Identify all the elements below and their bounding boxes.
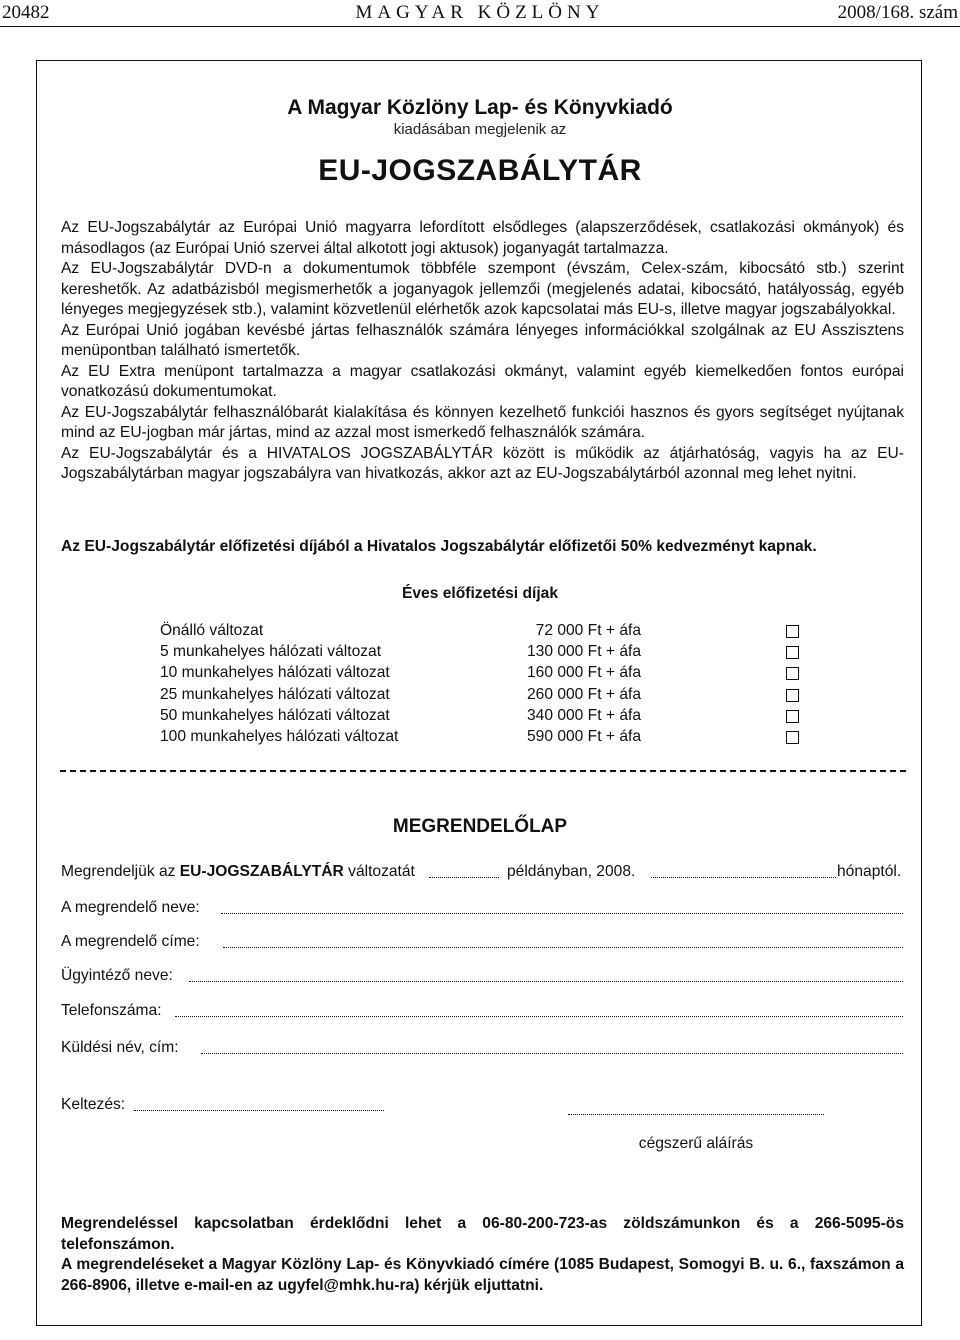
intro-paragraph: Az EU-Jogszabálytár és a HIVATALOS JOGSZABÁLYTÁR között is működik az átjárhatóság, vagyis ha az EU-Jogszabálytárban magyar jogszabályra van hivatkozás, akkor azt az EU-Jogszabálytárból azonnal meg lehet nyitni. xyxy=(61,444,904,482)
agent-name-blank[interactable] xyxy=(189,981,903,982)
intro-paragraph: Az EU-Jogszabálytár felhasználóbarát kialakítása és könnyen kezelhető funkciói hasznos és gyors segítséget nyújtanak mind az EU-jogban már jártas, mind az azzal most ismerkedő felhasználók számára. xyxy=(61,403,904,441)
order-form-title: MEGRENDELŐLAP xyxy=(392,816,568,837)
variant-checkbox[interactable] xyxy=(786,646,799,659)
variant-price: 160 000 Ft + áfa xyxy=(526,664,641,682)
variant-checkbox[interactable] xyxy=(786,710,799,723)
signature-line[interactable] xyxy=(568,1114,824,1115)
price-row xyxy=(160,686,810,707)
variant-name: 25 munkahelyes hálózati változat xyxy=(160,685,390,703)
price-row xyxy=(160,664,810,685)
variant-name: 10 munkahelyes hálózati változat xyxy=(160,664,390,682)
variant-name: 5 munkahelyes hálózati változat xyxy=(160,643,382,661)
order-copies-text: példányban, 2008. xyxy=(507,863,636,880)
variant-price: 340 000 Ft + áfa xyxy=(526,706,641,724)
discount-notice: Az EU-Jogszabálytár előfizetési díjából a Hivatalos Jogszabálytár előfizetői 50% kedvezményt kapnak. xyxy=(61,538,817,555)
orderer-address-field[interactable] xyxy=(61,932,903,952)
variant-price: 260 000 Ft + áfa xyxy=(526,685,641,703)
order-prefix: Megrendeljük az xyxy=(61,863,180,880)
variant-checkbox[interactable] xyxy=(786,667,799,680)
header-rule xyxy=(0,26,960,27)
agent-name-field[interactable] xyxy=(61,966,903,986)
intro-text xyxy=(61,218,904,485)
order-product: EU-JOGSZABÁLYTÁR xyxy=(179,863,344,880)
variant-price: 72 000 Ft + áfa xyxy=(535,622,641,639)
issue-number: 2008/168. szám xyxy=(837,2,958,23)
phone-label: Telefonszáma: xyxy=(61,1002,162,1019)
footer-contact xyxy=(61,1214,904,1296)
agent-name-label: Ügyintéző neve: xyxy=(61,967,173,984)
intro-paragraph: Az EU-Jogszabálytár az Európai Unió magyarra lefordított elsődleges (alapszerződések, csatlakozási okmányok) és másodlagos (az Európai Unió szervei által alkotott jogi aktusok) joganyagát tartalmazza. xyxy=(61,219,904,257)
price-row xyxy=(160,707,810,728)
order-middle: változatát xyxy=(343,863,415,880)
shipping-label: Küldési név, cím: xyxy=(61,1039,179,1056)
price-list-title: Éves előfizetési díjak xyxy=(401,585,558,602)
page-number: 20482 xyxy=(2,2,50,23)
signature-label: cégszerű aláírás xyxy=(638,1135,754,1152)
phone-field[interactable] xyxy=(61,1001,903,1021)
price-list xyxy=(160,622,810,749)
date-label: Keltezés: xyxy=(61,1096,126,1113)
order-line[interactable] xyxy=(61,862,903,882)
product-title: EU-JOGSZABÁLYTÁR xyxy=(318,154,642,187)
price-row xyxy=(160,643,810,664)
orderer-address-blank[interactable] xyxy=(223,947,903,948)
cut-line xyxy=(60,770,906,772)
page-header xyxy=(0,0,960,30)
variant-price: 130 000 Ft + áfa xyxy=(526,643,641,661)
price-row xyxy=(160,728,810,749)
phone-blank[interactable] xyxy=(175,1016,903,1017)
publisher-subtitle: kiadásában megjelenik az xyxy=(393,121,567,138)
intro-paragraph: Az EU-Jogszabálytár DVD-n a dokumentumok többféle szempont (évszám, Celex-szám, kibocsátó stb.) szerint kereshetők. Az adatbázisból megismerhetők a joganyagok jellemzői (megjelenés adatai, kibocsátó, hatályosság, egyéb lényeges megjegyzések stb.), valamint közvetlenül elérhetők azok kapcsolatai más EU-s, illetve magyar jogszabályokkal. xyxy=(61,260,904,318)
order-suffix: hónaptól. xyxy=(837,863,902,880)
date-field[interactable] xyxy=(61,1096,384,1114)
variant-checkbox[interactable] xyxy=(786,731,799,744)
month-blank[interactable] xyxy=(651,877,836,878)
variant-checkbox[interactable] xyxy=(786,689,799,702)
shipping-field[interactable] xyxy=(61,1038,903,1058)
date-blank[interactable] xyxy=(134,1110,384,1111)
intro-paragraph: Az EU Extra menüpont tartalmazza a magyar csatlakozási okmányt, valamint egyéb kiemelkedően fontos európai vonatkozású dokumentumokat. xyxy=(61,362,904,400)
orderer-name-field[interactable] xyxy=(61,898,903,918)
variant-name: 50 munkahelyes hálózati változat xyxy=(160,706,390,724)
variant-checkbox[interactable] xyxy=(786,625,799,638)
orderer-name-label: A megrendelő neve: xyxy=(61,899,200,916)
intro-paragraph: Az Európai Unió jogában kevésbé jártas felhasználók számára lényeges információkkal szolgálnak az EU Asszisztens menüpontban található ismertetők. xyxy=(61,321,904,359)
orderer-address-label: A megrendelő címe: xyxy=(61,933,200,950)
variant-price: 590 000 Ft + áfa xyxy=(526,727,641,745)
copies-blank[interactable] xyxy=(429,877,499,878)
price-row xyxy=(160,622,810,643)
send-instructions: A megrendeléseket a Magyar Közlöny Lap- és Könyvkiadó címére (1085 Budapest, Somogyi B. u. 6., faxszámon a 266-8906, illetve e-mail-en az ugyfel@mhk.hu-ra) kérjük eljuttatni. xyxy=(61,1256,904,1294)
publisher-name: A Magyar Közlöny Lap- és Könyvkiadó xyxy=(287,96,673,119)
variant-name: Önálló változat xyxy=(160,622,264,639)
shipping-blank[interactable] xyxy=(201,1053,903,1054)
journal-title: MAGYAR KÖZLÖNY xyxy=(355,2,605,23)
orderer-name-blank[interactable] xyxy=(221,913,903,914)
contact-info: Megrendeléssel kapcsolatban érdeklődni lehet a 06-80-200-723-as zöldszámunkon és a 266-5095-ös telefonszámon. xyxy=(61,1215,904,1253)
variant-name: 100 munkahelyes hálózati változat xyxy=(160,727,399,745)
